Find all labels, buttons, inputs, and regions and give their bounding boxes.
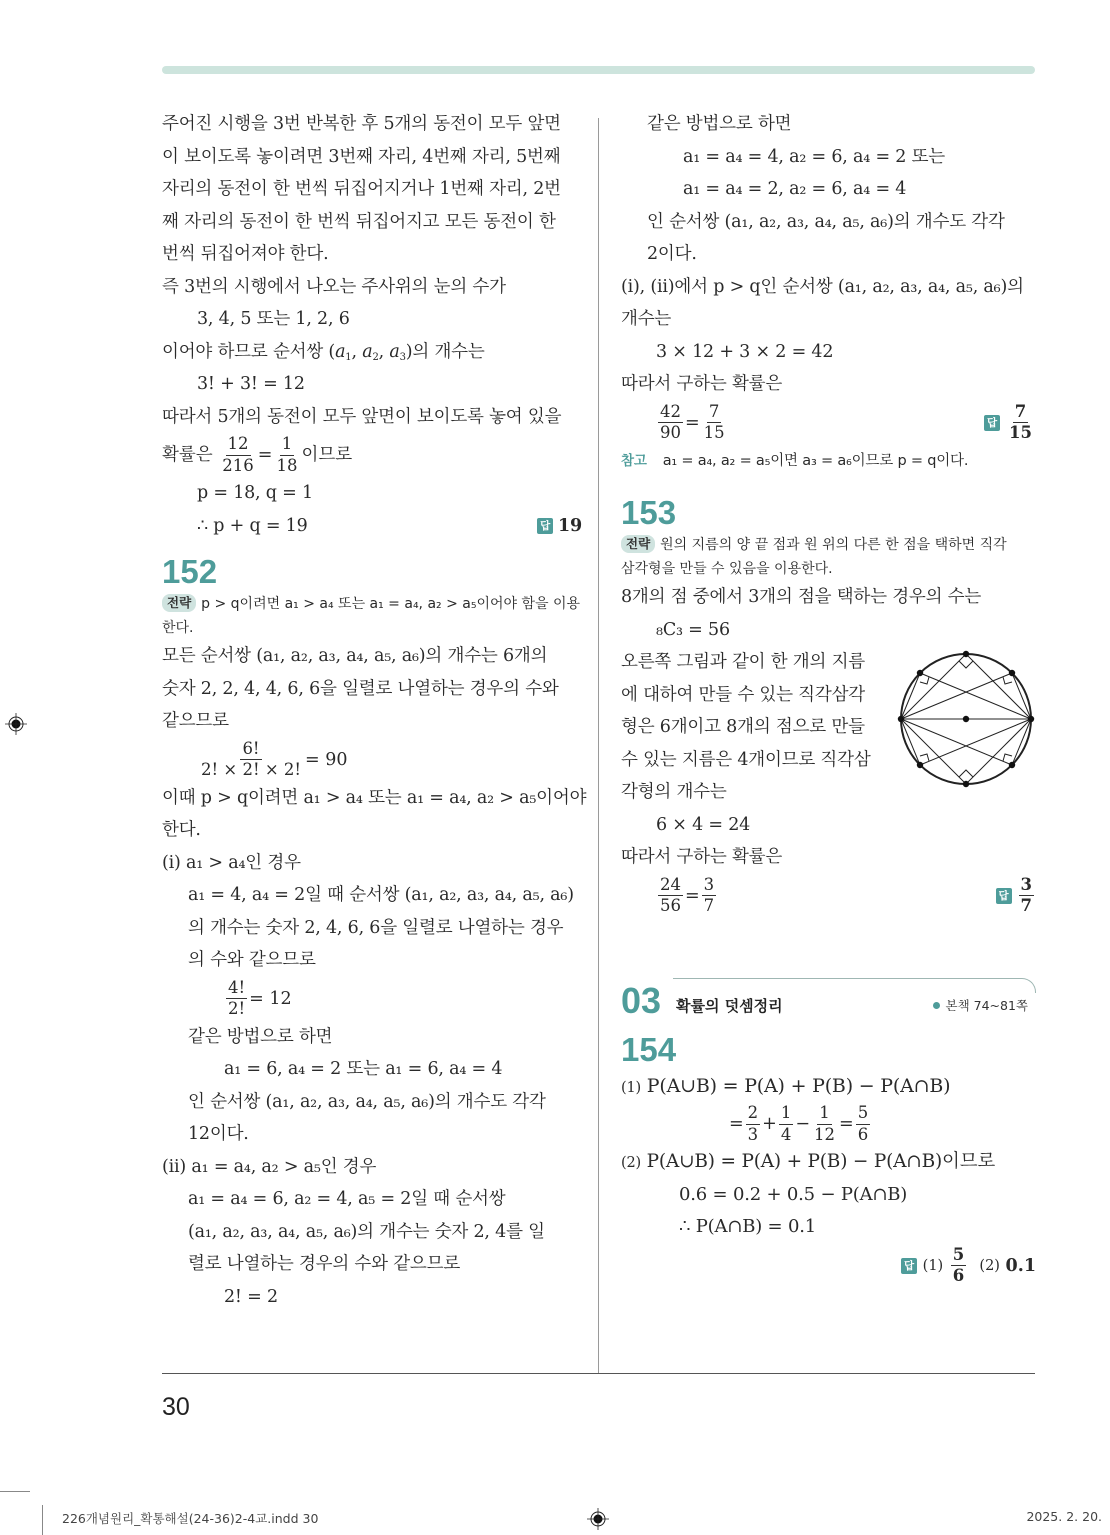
strategy-tag: 전략	[162, 594, 196, 612]
problem-number: 153	[621, 494, 677, 531]
text-line: 주어진 시행을 3번 반복한 후 5개의 동전이 모두 앞면	[162, 114, 561, 134]
formula-line: (2) P(A∪B) = P(A) + P(B) − P(A∩B)이므로	[621, 1151, 996, 1172]
registration-mark-icon	[587, 1508, 609, 1530]
text-line: 번씩 뒤집어져야 한다.	[162, 244, 329, 264]
answer-152	[984, 401, 1036, 442]
section-rule	[673, 978, 1036, 993]
text-line: 각형의 개수는	[621, 782, 727, 802]
fraction: $\frac{7}{15}$	[1009, 401, 1032, 442]
registration-mark-icon	[5, 713, 27, 735]
text-line: 수 있는 지름은 4개이므로 직각삼	[621, 749, 871, 770]
text-line: 8개의 점 중에서 3개의 점을 택하는 경우의 수는	[621, 587, 982, 607]
print-date: 2025. 2. 20.	[1026, 1509, 1102, 1524]
problem-number: 152	[162, 553, 218, 590]
bullet-icon	[933, 1002, 940, 1009]
bottom-rule	[162, 1373, 1035, 1374]
strategy: 전략 p > q이려면 a₁ > a₄ 또는 a₁ = a₄, a₂ > a₅이어야 함을 이용 한다.	[162, 595, 581, 636]
fraction: $\frac{42}{90}$	[660, 401, 681, 442]
text-line: 모든 순서쌍 (a₁, a₂, a₃, a₄, a₅, a₆)의 개수는 6개의	[162, 646, 548, 666]
header-bar	[162, 66, 1035, 74]
probability-line: 확률은 $\frac{12}{216}$ = $\frac{1}{18}$ 이므로	[162, 434, 353, 475]
fraction-line: $\frac{4!}{2!}$ = 12	[228, 977, 292, 1018]
answer-151: 답 19	[537, 510, 582, 543]
left-column	[162, 108, 587, 1313]
text-line: 2이다.	[647, 244, 697, 264]
text-line: 2! = 2	[224, 1286, 278, 1307]
text-line: (i), (ii)에서 p > q인 순서쌍 (a₁, a₂, a₃, a₄, a₅, a₆)의	[621, 276, 1024, 297]
section-number: 03	[621, 979, 662, 1021]
right-column	[621, 108, 1036, 1288]
fraction: $\frac{5}{6}$	[857, 1103, 869, 1144]
strategy-tag: 전략	[621, 535, 655, 553]
fraction: $\frac{7}{15}$	[703, 401, 725, 442]
section-title: 확률의 덧셈정리	[676, 996, 783, 1015]
text-line: 숫자 2, 2, 4, 4, 6, 6을 일렬로 나열하는 경우의 수와	[162, 678, 559, 699]
pq-values: p = 18, q = 1	[197, 483, 313, 503]
problem-number: 154	[621, 1030, 677, 1068]
fraction-line: $\frac{6!}{2! \times 2! \times 2!}$ = 90	[201, 738, 348, 779]
formula-line: (1) P(A∪B) = P(A) + P(B) − P(A∩B)	[621, 1074, 951, 1097]
case-title: (ii) a₁ = a₄, a₂ > a₅인 경우	[162, 1156, 377, 1177]
fraction: $\frac{1}{18}$	[276, 434, 298, 475]
pq-sum: ∴ p + q = 19 답 19	[162, 510, 582, 543]
crop-mark	[42, 1505, 43, 1535]
text-line: 이때 p > q이려면 a₁ > a₄ 또는 a₁ = a₄, a₂ > a₅이어야	[162, 787, 587, 808]
text-line: 따라서 5개의 동전이 모두 앞면이 보이도록 놓여 있을	[162, 406, 562, 427]
fraction: $\frac{12}{216}$	[222, 434, 254, 475]
text-line: a₁ = a₄ = 2, a₂ = 6, a₄ = 4	[683, 179, 907, 199]
fraction: $\frac{6!}{2! \times 2! \times 2!}$	[201, 738, 302, 779]
case-title: (i) a₁ > a₄인 경우	[162, 852, 301, 873]
ordered-pair-line: 이어야 하므로 순서쌍 ($a_1$, $a_2$, $a_3$)의 개수는	[162, 341, 485, 363]
diagram-block	[621, 646, 1036, 809]
text-line: 의 수와 같으므로	[188, 950, 316, 970]
dice-sets: 3, 4, 5 또는 1, 2, 6	[197, 309, 350, 329]
text-line: 형은 6개이고 8개의 점으로 만들	[621, 717, 865, 737]
answer-badge: 답	[984, 415, 1000, 431]
text-line: 즉 3번의 시행에서 나오는 주사위의 눈의 수가	[162, 276, 506, 297]
fraction-line: = $\frac{2}{3}$ + $\frac{1}{4}$ − $\frac{1}{12}$ = $\frac{5}{6}$	[729, 1103, 869, 1144]
text-line: 12이다.	[188, 1124, 249, 1144]
text-line: 째 자리의 동전이 한 번씩 뒤집어지고 모든 동전이 한	[162, 211, 556, 232]
count-expression: 3! + 3! = 12	[197, 374, 305, 394]
note: 참고 a₁ = a₄, a₂ = a₅이면 a₃ = a₆이므로 p = q이다.	[621, 452, 969, 469]
text-line: 에 대하여 만들 수 있는 직각삼각	[621, 684, 865, 705]
circle-diagram	[896, 649, 1036, 789]
fraction: $\frac{1}{12}$	[814, 1103, 836, 1144]
crop-mark	[0, 1491, 30, 1492]
count-expression: 3 × 12 + 3 × 2 = 42	[656, 341, 834, 362]
answer-153	[996, 874, 1036, 915]
fraction: $\frac{2}{3}$	[747, 1103, 759, 1144]
text-line: 따라서 구하는 확률은	[621, 847, 783, 867]
formula-line: ∴ P(A∩B) = 0.1	[679, 1216, 816, 1237]
text-line: 렬로 나열하는 경우의 수와 같으므로	[188, 1254, 461, 1274]
answer-badge: 답	[901, 1258, 917, 1274]
text-line: 같은 방법으로 하면	[188, 1026, 333, 1047]
fraction: $\frac{5}{6}$	[952, 1244, 965, 1285]
count-expression: 6 × 4 = 24	[656, 814, 751, 835]
formula-line: 0.6 = 0.2 + 0.5 − P(A∩B)	[679, 1183, 908, 1205]
text-line: 한다.	[162, 820, 201, 840]
page-number: 30	[162, 1393, 190, 1421]
fraction: $\frac{1}{4}$	[780, 1103, 792, 1144]
fraction-line: $\frac{24}{56}$ = $\frac{3}{7}$ 답 $\frac{3}{7}$	[621, 874, 1036, 918]
text-line: 따라서 구하는 확률은	[621, 374, 783, 394]
section-header	[621, 978, 1036, 1028]
text-line: 같은 방법으로 하면	[647, 114, 792, 134]
fraction: $\frac{4!}{2!}$	[228, 977, 246, 1018]
file-info: 226개념원리_확통해설(24-36)2-4교.indd 30	[62, 1511, 319, 1526]
fraction: $\frac{24}{56}$	[660, 874, 681, 915]
section-reference: 본책 74~81쪽	[933, 996, 1028, 1014]
text-line: 오른쪽 그림과 같이 한 개의 지름	[621, 652, 865, 672]
text-line: a₁ = a₄ = 6, a₂ = 4, a₅ = 2일 때 순서쌍	[188, 1189, 506, 1209]
answer-badge: 답	[537, 518, 553, 534]
text-line: 개수는	[621, 309, 672, 329]
fraction: $\frac{3}{7}$	[703, 874, 715, 915]
text-line: a₁ = 4, a₄ = 2일 때 순서쌍 (a₁, a₂, a₃, a₄, a₅, a₆)	[188, 885, 574, 905]
answer-badge: 답	[996, 888, 1012, 904]
text-line: 인 순서쌍 (a₁, a₂, a₃, a₄, a₅, a₆)의 개수도 각각	[647, 211, 1005, 232]
text-line: 인 순서쌍 (a₁, a₂, a₃, a₄, a₅, a₆)의 개수도 각각	[188, 1091, 546, 1112]
answer-154: 답 (1) $\frac{5}{6}$ (2) 0.1	[621, 1244, 1036, 1288]
text-line: (a₁, a₂, a₃, a₄, a₅, a₆)의 개수는 숫자 2, 4를 일	[188, 1221, 545, 1242]
text-line: 자리의 동전이 한 번씩 뒤집어지거나 1번째 자리, 2번	[162, 179, 561, 199]
strategy: 전략 원의 지름의 양 끝 점과 원 위의 다른 한 점을 택하면 직각 삼각형을 만들 수 있음을 이용한다.	[621, 536, 1007, 577]
column-divider	[598, 118, 599, 1373]
note-label: 참고	[621, 452, 647, 469]
text-line: 이 보이도록 놓이려면 3번째 자리, 4번째 자리, 5번째	[162, 146, 561, 167]
text-line: a₁ = a₄ = 4, a₂ = 6, a₄ = 2 또는	[683, 146, 945, 167]
text-line: 같으므로	[162, 711, 229, 731]
text-line: 의 개수는 숫자 2, 4, 6, 6을 일렬로 나열하는 경우	[188, 917, 564, 938]
fraction: $\frac{3}{7}$	[1020, 874, 1032, 915]
text-line: a₁ = 6, a₄ = 2 또는 a₁ = 6, a₄ = 4	[224, 1059, 503, 1079]
fraction-line: $\frac{42}{90}$ = $\frac{7}{15}$ 답 $\frac{7}{15}$	[621, 401, 1036, 445]
combination-expression: ₈C₃ = 56	[656, 619, 730, 640]
